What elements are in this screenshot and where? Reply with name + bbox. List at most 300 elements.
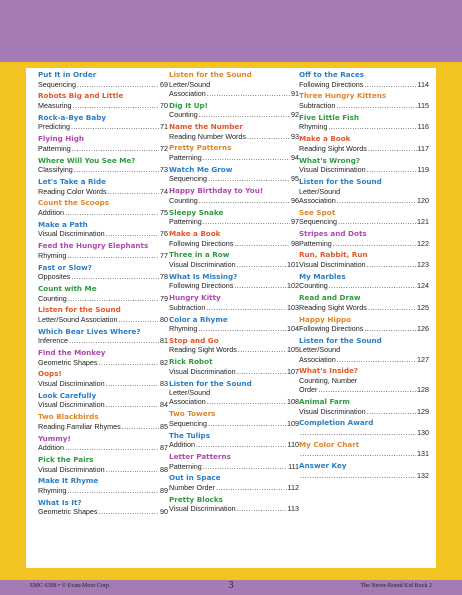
entry-skill: Addition xyxy=(38,443,64,453)
entry-title: Find the Monkey xyxy=(38,348,106,358)
dot-leader xyxy=(99,358,159,367)
dot-leader xyxy=(196,440,287,449)
entry-skill: Reading Color Words xyxy=(38,186,107,196)
entry-title: Put It in Order xyxy=(38,70,97,79)
dot-leader xyxy=(237,260,286,269)
dot-leader xyxy=(67,251,159,260)
entry-line xyxy=(299,187,429,196)
dot-leader xyxy=(247,132,290,141)
entry-skill: Visual Discrimination xyxy=(38,400,105,410)
entry-skill: Subtraction xyxy=(169,302,206,312)
entry-line xyxy=(38,315,168,324)
entry-skill: Association xyxy=(299,354,336,364)
entry-page-number: 122 xyxy=(417,238,429,248)
entry-skill: Visual Discrimination xyxy=(169,259,236,269)
entry-page-number: 73 xyxy=(160,165,168,175)
entry-page-number: 84 xyxy=(160,400,168,410)
dot-leader xyxy=(65,208,159,217)
entry-skill: Rhyming xyxy=(38,486,67,496)
dot-leader xyxy=(367,165,417,174)
entry-page-number: 110 xyxy=(287,440,299,450)
dot-leader xyxy=(72,144,159,153)
entry-line xyxy=(169,303,299,312)
contents-entry xyxy=(169,272,299,291)
entry-line xyxy=(38,379,168,388)
entry-line xyxy=(299,428,429,437)
entry-line xyxy=(169,196,299,205)
dot-leader xyxy=(108,187,159,196)
entry-page-number: 129 xyxy=(417,406,429,416)
entry-page-number: 80 xyxy=(160,314,168,324)
dot-leader xyxy=(106,229,159,238)
contents-entry xyxy=(169,101,299,120)
entry-skill: Number Order xyxy=(169,483,215,493)
entry-title: Run, Rabbit, Run xyxy=(299,250,368,260)
entry-title: Robots Big and Little xyxy=(38,91,124,101)
entry-line xyxy=(299,303,429,312)
contents-entry xyxy=(299,113,429,132)
contents-entry xyxy=(38,476,168,495)
contents-entry xyxy=(38,156,168,175)
entry-skill: Order xyxy=(299,385,318,395)
entry-title: Yummy! xyxy=(38,433,71,443)
contents-entry xyxy=(169,208,299,227)
entry-skill: Counting xyxy=(169,195,198,205)
entry-page-number: 117 xyxy=(417,143,429,153)
contents-entry xyxy=(169,379,299,407)
entry-line xyxy=(299,217,429,226)
contents-page xyxy=(26,68,436,568)
contents-entry xyxy=(38,305,168,324)
entry-page-number: 71 xyxy=(160,122,168,132)
contents-entry xyxy=(299,440,429,459)
entry-page-number: 112 xyxy=(287,483,299,493)
contents-entry xyxy=(169,122,299,141)
entry-line xyxy=(169,260,299,269)
dot-leader xyxy=(337,355,416,364)
entry-skill: Association xyxy=(169,397,206,407)
entry-title: Pick the Pairs xyxy=(38,455,94,465)
dot-leader xyxy=(207,397,286,406)
entry-line xyxy=(38,122,168,131)
dot-leader xyxy=(198,324,286,333)
entry-title: Color a Rhyme xyxy=(169,314,228,324)
contents-entry xyxy=(38,348,168,367)
entry-page-number: 97 xyxy=(291,217,299,227)
dot-leader xyxy=(336,101,416,110)
entry-skill: Visual Discrimination xyxy=(38,379,105,389)
dot-leader xyxy=(234,239,290,248)
entry-title: Where Will You See Me? xyxy=(38,155,136,165)
entry-line xyxy=(38,443,168,452)
entry-title: Count the Scoops xyxy=(38,198,110,208)
entry-title: Oops! xyxy=(38,369,62,379)
entry-page-number: 77 xyxy=(160,250,168,260)
dot-leader xyxy=(68,294,159,303)
entry-title: Count with Me xyxy=(38,283,97,293)
contents-entry xyxy=(299,366,429,394)
entry-skill: Subtraction xyxy=(299,100,336,110)
entry-skill: Following Directions xyxy=(169,238,234,248)
dot-leader xyxy=(69,336,159,345)
entry-title: See Spot xyxy=(299,207,336,217)
contents-entry xyxy=(38,91,168,110)
entry-page-number: 95 xyxy=(291,174,299,184)
dot-leader xyxy=(207,89,290,98)
entry-skill: Sequencing xyxy=(299,217,337,227)
entry-skill: Patterning xyxy=(169,217,202,227)
entry-line xyxy=(299,80,429,89)
entry-page-number: 85 xyxy=(160,421,168,431)
entry-title: Pretty Blocks xyxy=(169,494,223,504)
dot-leader xyxy=(367,407,416,416)
contents-entry xyxy=(299,250,429,269)
entry-page-number: 123 xyxy=(417,259,429,269)
entry-line xyxy=(169,174,299,183)
contents-entry xyxy=(299,336,429,364)
contents-entry xyxy=(38,369,168,388)
dot-leader xyxy=(333,239,416,248)
entry-title: Name the Number xyxy=(169,121,243,131)
entry-line xyxy=(299,449,429,458)
entry-page-number: 96 xyxy=(291,195,299,205)
dot-leader xyxy=(300,428,416,437)
contents-entry xyxy=(299,70,429,89)
entry-line xyxy=(169,239,299,248)
entry-page-number: 128 xyxy=(417,385,429,395)
entry-title: Two Towers xyxy=(169,409,216,419)
entry-title: Make a Path xyxy=(38,219,88,229)
entry-skill: Reading Familiar Rhymes xyxy=(38,421,121,431)
contents-entry xyxy=(169,473,299,492)
dot-leader xyxy=(203,217,290,226)
entry-page-number: 102 xyxy=(287,281,299,291)
entry-skill: Visual Discrimination xyxy=(299,165,366,175)
contents-entry xyxy=(299,91,429,110)
entry-title: Rock-a-Bye Baby xyxy=(38,112,107,122)
dot-leader xyxy=(368,144,417,153)
entry-skill: Visual Discrimination xyxy=(299,259,366,269)
dot-leader xyxy=(67,486,159,495)
entry-page-number: 90 xyxy=(160,507,168,517)
entry-title: My Color Chart xyxy=(299,439,360,449)
entry-title: Listen for the Sound xyxy=(299,335,382,345)
entry-skill: Following Directions xyxy=(299,324,364,334)
entry-title: Rick Robot xyxy=(169,357,213,367)
contents-entry xyxy=(299,461,429,480)
contents-entry xyxy=(299,177,429,205)
entry-title: Listen for the Sound xyxy=(169,378,252,388)
entry-page-number: 105 xyxy=(287,345,299,355)
entry-title: Stripes and Dots xyxy=(299,228,367,238)
footer-copyright: EMC 6308 • © Evan-Moor Corp. xyxy=(30,583,111,589)
dot-leader xyxy=(237,504,287,513)
entry-skill: Counting xyxy=(38,293,67,303)
contents-entry xyxy=(299,208,429,227)
entry-page-number: 98 xyxy=(291,238,299,248)
contents-entry xyxy=(38,327,168,346)
dot-leader xyxy=(300,449,416,458)
entry-skill: Counting xyxy=(169,110,198,120)
entry-page-number: 92 xyxy=(291,110,299,120)
contents-entry xyxy=(38,434,168,453)
dot-leader xyxy=(77,80,159,89)
entry-title: Answer Key xyxy=(299,461,347,471)
entry-title: Happy Birthday to You! xyxy=(169,186,264,196)
entry-skill: Letter/Sound xyxy=(169,388,211,398)
entry-skill: Letter/Sound Association xyxy=(38,314,118,324)
entry-title: Pretty Patterns xyxy=(169,143,232,153)
entry-page-number: 131 xyxy=(417,449,429,459)
entry-page-number: 69 xyxy=(160,79,168,89)
contents-entry xyxy=(169,409,299,428)
entry-title: Fast or Slow? xyxy=(38,262,92,272)
entry-line xyxy=(299,324,429,333)
dot-leader xyxy=(106,379,159,388)
entry-line xyxy=(169,324,299,333)
entry-line xyxy=(299,144,429,153)
entry-page-number: 125 xyxy=(417,302,429,312)
entry-page-number: 115 xyxy=(417,100,429,110)
entry-page-number: 101 xyxy=(287,259,299,269)
dot-leader xyxy=(338,217,416,226)
entry-page-number: 74 xyxy=(160,186,168,196)
dot-leader xyxy=(206,303,286,312)
dot-leader xyxy=(122,422,159,431)
entry-line xyxy=(169,483,299,492)
entry-skill: Reading Sight Words xyxy=(299,143,367,153)
entry-title: Make a Book xyxy=(299,134,351,144)
entry-line xyxy=(38,400,168,409)
entry-line xyxy=(299,281,429,290)
entry-line xyxy=(38,101,168,110)
contents-entry xyxy=(38,284,168,303)
entry-page-number: 82 xyxy=(160,357,168,367)
dot-leader xyxy=(71,122,159,131)
entry-skill: Classifying xyxy=(38,165,73,175)
entry-page-number: 119 xyxy=(417,165,429,175)
entry-skill: Following Directions xyxy=(169,281,234,291)
dot-leader xyxy=(300,471,416,480)
dot-leader xyxy=(328,122,416,131)
entry-line xyxy=(299,345,429,354)
entry-page-number: 109 xyxy=(287,418,299,428)
dot-leader xyxy=(208,174,290,183)
dot-leader xyxy=(329,281,416,290)
entry-title: Which Bear Lives Where? xyxy=(38,326,141,336)
contents-entry xyxy=(38,198,168,217)
contents-column-3 xyxy=(299,70,429,483)
entry-skill: Association xyxy=(299,195,336,205)
entry-line xyxy=(38,251,168,260)
entry-title: Feed the Hungry Elephants xyxy=(38,241,149,251)
entry-line xyxy=(38,272,168,281)
dot-leader xyxy=(367,260,416,269)
entry-line xyxy=(38,486,168,495)
contents-entry xyxy=(38,498,168,517)
entry-title: The Tulips xyxy=(169,430,210,440)
entry-line xyxy=(38,336,168,345)
entry-title: Sleepy Snake xyxy=(169,207,224,217)
entry-title: My Marbles xyxy=(299,271,346,281)
entry-page-number: 124 xyxy=(417,281,429,291)
entry-line xyxy=(169,89,299,98)
contents-entry xyxy=(38,177,168,196)
entry-title: Listen for the Sound xyxy=(169,70,252,79)
contents-entry xyxy=(169,143,299,162)
entry-title: Listen for the Sound xyxy=(299,176,382,186)
entry-title: Five Little Fish xyxy=(299,112,359,122)
entry-line xyxy=(38,465,168,474)
dot-leader xyxy=(203,462,287,471)
entry-line xyxy=(38,208,168,217)
contents-entry xyxy=(169,495,299,514)
contents-column-2 xyxy=(169,70,299,516)
entry-title: Look Carefully xyxy=(38,390,97,400)
contents-entry xyxy=(169,336,299,355)
dot-leader xyxy=(199,196,290,205)
dot-leader xyxy=(119,315,159,324)
entry-title: Let's Take a Ride xyxy=(38,176,107,186)
entry-page-number: 94 xyxy=(291,152,299,162)
entry-page-number: 75 xyxy=(160,207,168,217)
entry-page-number: 89 xyxy=(160,486,168,496)
dot-leader xyxy=(65,443,159,452)
dot-leader xyxy=(364,80,416,89)
contents-entry xyxy=(169,250,299,269)
entry-line xyxy=(169,504,299,513)
dot-leader xyxy=(73,101,159,110)
entry-line xyxy=(299,239,429,248)
entry-line xyxy=(169,153,299,162)
contents-entry xyxy=(299,229,429,248)
entry-line xyxy=(38,144,168,153)
entry-title: Watch Me Grow xyxy=(169,164,233,174)
entry-skill: Inference xyxy=(38,336,68,346)
entry-line xyxy=(38,187,168,196)
entry-line xyxy=(299,407,429,416)
entry-line xyxy=(38,358,168,367)
entry-skill: Rhyming xyxy=(299,122,328,132)
entry-skill: Letter/Sound xyxy=(299,345,341,355)
entry-skill: Visual Discrimination xyxy=(169,366,236,376)
entry-page-number: 91 xyxy=(291,88,299,98)
entry-skill: Following Directions xyxy=(299,79,364,89)
dot-leader xyxy=(234,281,286,290)
footer-book-title: The Never-Bored Kid Book 2 xyxy=(360,583,432,589)
entry-title: Happy Hippo xyxy=(299,314,352,324)
contents-entry xyxy=(169,293,299,312)
entry-page-number: 116 xyxy=(417,122,429,132)
entry-page-number: 70 xyxy=(160,100,168,110)
entry-title: Dig It Up! xyxy=(169,100,208,110)
contents-entry xyxy=(169,431,299,450)
contents-entry xyxy=(299,397,429,416)
dot-leader xyxy=(237,367,286,376)
entry-title: Out in Space xyxy=(169,473,221,483)
contents-entry xyxy=(299,293,429,312)
entry-skill: Sequencing xyxy=(38,79,76,89)
dot-leader xyxy=(238,345,286,354)
entry-line xyxy=(169,110,299,119)
dot-leader xyxy=(216,483,287,492)
entry-line xyxy=(299,196,429,205)
entry-page-number: 79 xyxy=(160,293,168,303)
contents-entry xyxy=(38,220,168,239)
entry-page-number: 78 xyxy=(160,272,168,282)
entry-title: Stop and Go xyxy=(169,335,219,345)
entry-line xyxy=(299,355,429,364)
entry-skill: Patterning xyxy=(169,152,202,162)
entry-title: Three in a Row xyxy=(169,250,230,260)
entry-line xyxy=(38,165,168,174)
entry-title: Flying High xyxy=(38,134,85,144)
contents-entry xyxy=(169,452,299,471)
entry-page-number: 88 xyxy=(160,464,168,474)
entry-line xyxy=(169,281,299,290)
entry-line xyxy=(299,385,429,394)
entry-skill: Addition xyxy=(169,440,195,450)
entry-title: Animal Farm xyxy=(299,397,350,407)
contents-entry xyxy=(169,186,299,205)
entry-line xyxy=(38,294,168,303)
entry-skill: Counting, Number xyxy=(299,376,358,386)
entry-title: Two Blackbirds xyxy=(38,412,99,422)
entry-title: What's Inside? xyxy=(299,366,359,376)
entry-skill: Rhyming xyxy=(169,324,198,334)
contents-entry xyxy=(299,315,429,334)
entry-page-number: 132 xyxy=(417,470,429,480)
entry-line xyxy=(299,122,429,131)
contents-entry xyxy=(38,70,168,89)
entry-page-number: 83 xyxy=(160,379,168,389)
contents-entry xyxy=(38,412,168,431)
entry-skill: Patterning xyxy=(169,461,202,471)
dot-leader xyxy=(71,272,159,281)
entry-title: Listen for the Sound xyxy=(38,305,121,315)
entry-line xyxy=(169,388,299,397)
entry-line xyxy=(38,229,168,238)
entry-skill: Association xyxy=(169,88,206,98)
entry-line xyxy=(169,462,299,471)
dot-leader xyxy=(318,385,416,394)
entry-line xyxy=(169,132,299,141)
dot-leader xyxy=(74,165,159,174)
entry-title: Read and Draw xyxy=(299,293,361,303)
entry-skill: Sequencing xyxy=(169,418,207,428)
entry-skill: Sequencing xyxy=(169,174,207,184)
contents-entry xyxy=(299,134,429,153)
contents-entry xyxy=(169,357,299,376)
entry-skill: Geometric Shapes xyxy=(38,357,98,367)
entry-title: What Is Missing? xyxy=(169,271,238,281)
contents-entry xyxy=(169,165,299,184)
entry-page-number: 76 xyxy=(160,229,168,239)
entry-title: What's Wrong? xyxy=(299,155,361,165)
entry-page-number: 114 xyxy=(417,79,429,89)
entry-page-number: 108 xyxy=(287,397,299,407)
entry-page-number: 127 xyxy=(417,354,429,364)
dot-leader xyxy=(337,196,416,205)
entry-line xyxy=(169,440,299,449)
entry-line xyxy=(169,397,299,406)
dot-leader xyxy=(106,465,159,474)
entry-skill: Reading Sight Words xyxy=(169,345,237,355)
entry-line xyxy=(169,345,299,354)
entry-skill: Opposites xyxy=(38,272,71,282)
entry-title: Off to the Races xyxy=(299,70,365,79)
dot-leader xyxy=(208,419,286,428)
